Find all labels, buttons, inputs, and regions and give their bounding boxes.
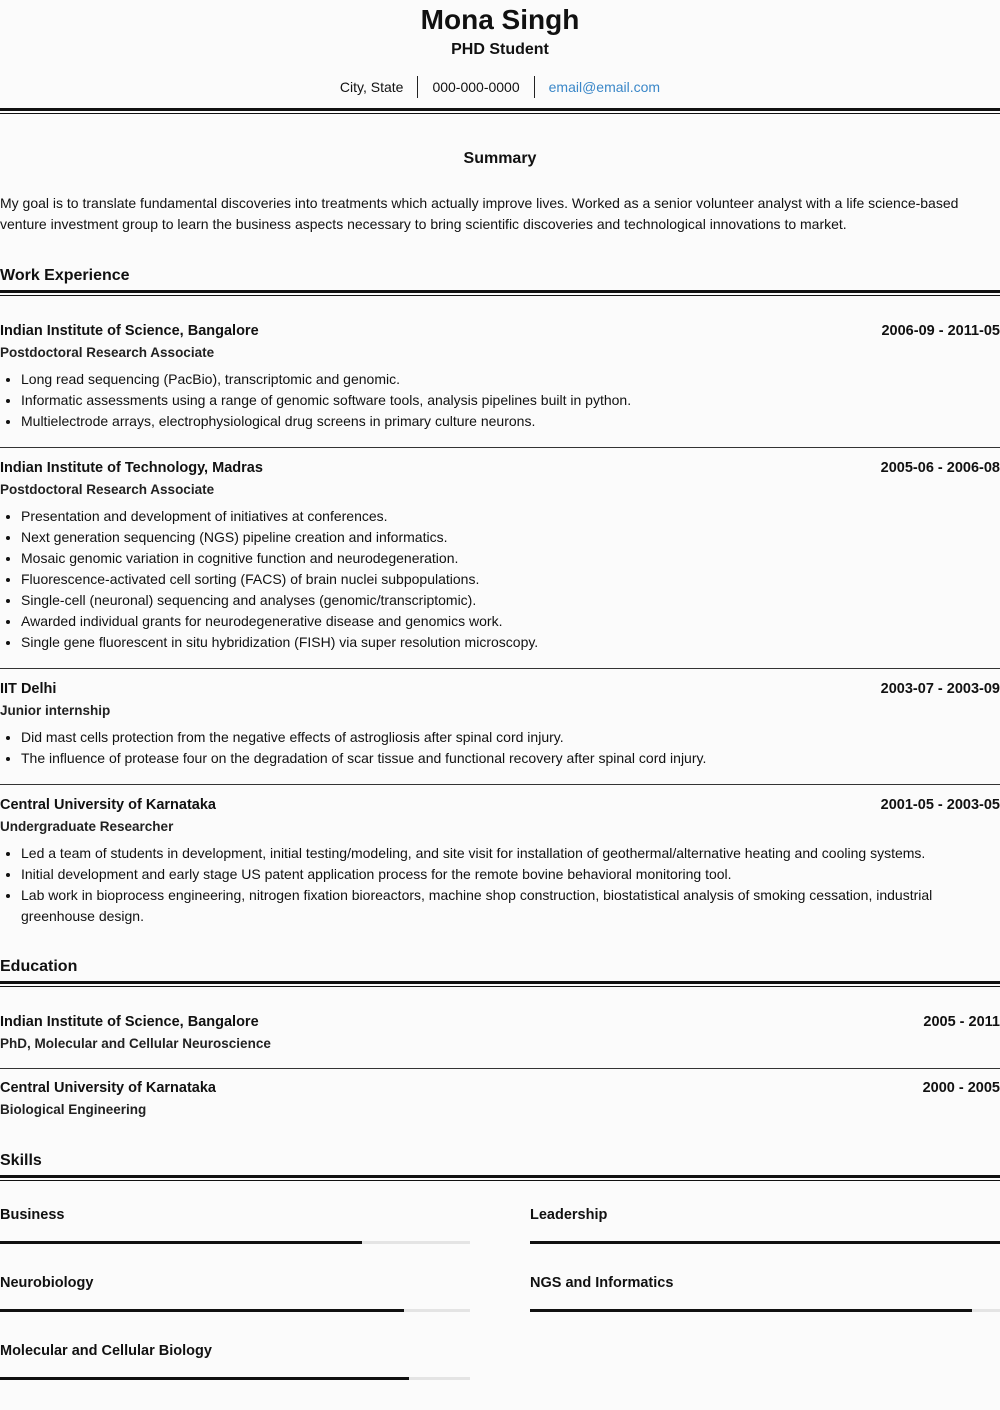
candidate-title: PHD Student <box>451 41 549 58</box>
entry-header <box>0 1012 1000 1032</box>
work-organization: Central University of Karnataka <box>0 797 216 813</box>
skill-level-bar <box>0 1241 470 1244</box>
work-bullet-list <box>0 369 1000 432</box>
contact-line <box>0 76 1000 98</box>
entry-header <box>0 795 1000 815</box>
work-role: Undergraduate Researcher <box>0 819 174 834</box>
work-dates: 2003-07 - 2003-09 <box>880 681 1000 697</box>
work-role: Junior internship <box>0 703 111 718</box>
education-entry <box>0 1012 1000 1054</box>
work-bullet-list <box>0 843 1000 927</box>
skill-item <box>0 1195 470 1263</box>
entry-header <box>0 458 1000 478</box>
education-organization: Central University of Karnataka <box>0 1080 216 1096</box>
skill-level-fill <box>0 1309 404 1312</box>
skill-level-bar <box>530 1309 1000 1312</box>
education-dates: 2005 - 2011 <box>923 1014 1000 1030</box>
skill-level-bar <box>0 1309 470 1312</box>
contact-phone: 000-000-0000 <box>432 79 520 95</box>
entry-divider <box>0 784 1000 785</box>
summary-text: My goal is to translate fundamental discoveries into treatments which actually improve lives. Worked as a senior volunteer analyst with a life science-based venture investment group to learn the business aspects necessary to bring scientific discoveries and technological innovations to market. <box>0 195 959 232</box>
skill-name: NGS and Informatics <box>530 1275 674 1291</box>
education-organization: Indian Institute of Science, Bangalore <box>0 1014 259 1030</box>
work-experience-section <box>0 265 1000 927</box>
work-entries <box>0 321 1000 927</box>
section-divider <box>0 1175 1000 1181</box>
skills-grid <box>0 1195 1000 1399</box>
work-bullet: • Next generation sequencing (NGS) pipeline creation and informatics. <box>21 527 1000 548</box>
work-bullet: • Single gene fluorescent in situ hybridization (FISH) via super resolution microscopy. <box>21 632 1000 653</box>
entry-header <box>0 321 1000 341</box>
education-entries <box>0 1012 1000 1120</box>
entry-divider <box>0 1068 1000 1069</box>
education-entry <box>0 1078 1000 1120</box>
skill-item <box>530 1263 1000 1331</box>
entry-divider <box>0 447 1000 448</box>
work-bullet: • Led a team of students in development, initial testing/modeling, and site visit for installation of geothermal/alternative heating and cooling systems. <box>21 843 1000 864</box>
skill-level-fill <box>530 1309 972 1312</box>
work-role: Postdoctoral Research Associate <box>0 345 215 360</box>
candidate-name: Mona Singh <box>420 4 580 35</box>
work-entry <box>0 458 1000 653</box>
work-entry <box>0 795 1000 927</box>
skill-name: Leadership <box>530 1207 608 1223</box>
work-bullet: • Long read sequencing (PacBio), transcriptomic and genomic. <box>21 369 1000 390</box>
header-divider <box>0 108 1000 114</box>
work-organization: IIT Delhi <box>0 681 57 697</box>
work-organization: Indian Institute of Science, Bangalore <box>0 323 259 339</box>
work-role: Postdoctoral Research Associate <box>0 482 215 497</box>
summary-heading: Summary <box>463 150 537 167</box>
skill-name: Neurobiology <box>0 1275 94 1291</box>
entry-header <box>0 679 1000 699</box>
skill-level-fill <box>0 1241 362 1244</box>
work-organization: Indian Institute of Technology, Madras <box>0 460 263 476</box>
skills-section <box>0 1150 1000 1399</box>
skill-item <box>0 1263 470 1331</box>
resume-header <box>0 0 1000 98</box>
skill-name: Business <box>0 1207 65 1223</box>
section-divider <box>0 981 1000 987</box>
skill-item <box>0 1331 470 1399</box>
education-section <box>0 956 1000 1120</box>
work-dates: 2001-05 - 2003-05 <box>880 797 1000 813</box>
work-bullet: • Multielectrode arrays, electrophysiological drug screens in primary culture neurons. <box>21 411 1000 432</box>
skill-level-fill <box>0 1377 409 1380</box>
education-heading: Education <box>0 958 78 975</box>
work-bullet-list <box>0 506 1000 653</box>
work-experience-heading: Work Experience <box>0 267 130 284</box>
work-bullet: • Initial development and early stage US patent application process for the remote bovine behavioral monitoring tool. <box>21 864 1000 885</box>
work-bullet: • Single-cell (neuronal) sequencing and analyses (genomic/transcriptomic). <box>21 590 1000 611</box>
education-degree: Biological Engineering <box>0 1102 147 1117</box>
work-dates: 2005-06 - 2006-08 <box>880 460 1000 476</box>
skill-item <box>530 1195 1000 1263</box>
skill-level-fill <box>530 1241 1000 1244</box>
contact-email-link[interactable]: email@email.com <box>548 79 661 95</box>
work-bullet: • Did mast cells protection from the negative effects of astrogliosis after spinal cord injury. <box>21 727 1000 748</box>
work-dates: 2006-09 - 2011-05 <box>881 323 1000 339</box>
work-bullet: • Mosaic genomic variation in cognitive function and neurodegeneration. <box>21 548 1000 569</box>
skills-heading: Skills <box>0 1152 42 1169</box>
work-bullet: • Lab work in bioprocess engineering, nitrogen fixation bioreactors, machine shop construction, biostatistical analysis of smoking cessation, industrial greenhouse design. <box>21 885 1000 927</box>
skill-level-bar <box>0 1377 470 1380</box>
entry-divider <box>0 668 1000 669</box>
education-degree: PhD, Molecular and Cellular Neuroscience <box>0 1036 271 1051</box>
skill-level-bar <box>530 1241 1000 1244</box>
entry-header <box>0 1078 1000 1098</box>
work-bullet-list <box>0 727 1000 769</box>
work-bullet: • Informatic assessments using a range of genomic software tools, analysis pipelines built in python. <box>21 390 1000 411</box>
skill-name: Molecular and Cellular Biology <box>0 1343 212 1359</box>
work-entry <box>0 679 1000 769</box>
work-bullet: • Presentation and development of initiatives at conferences. <box>21 506 1000 527</box>
work-bullet: • Fluorescence-activated cell sorting (FACS) of brain nuclei subpopulations. <box>21 569 1000 590</box>
education-dates: 2000 - 2005 <box>922 1080 1000 1096</box>
contact-location: City, State <box>339 79 404 95</box>
work-entry <box>0 321 1000 432</box>
work-bullet: • The influence of protease four on the degradation of scar tissue and functional recovery after spinal cord injury. <box>21 748 1000 769</box>
work-bullet: • Awarded individual grants for neurodegenerative disease and genomics work. <box>21 611 1000 632</box>
section-divider <box>0 290 1000 296</box>
